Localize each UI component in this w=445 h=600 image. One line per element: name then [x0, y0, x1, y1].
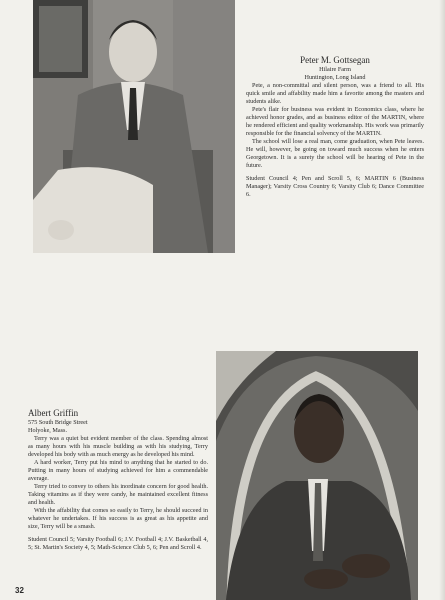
bio-paragraph: Terry was a quiet but evident member of the class. Spending almost as many hours with his muscle building as with his studying, Terry developed his body with as much energy as he developed his mind.	[28, 435, 208, 458]
student-bio-griffin	[28, 408, 208, 552]
student-address-line: Holyoke, Mass.	[28, 427, 68, 434]
student-name: Peter M. Gottsegan	[300, 55, 370, 65]
student-address-line: 575 South Bridge Street	[28, 419, 88, 426]
page-gutter-shadow	[439, 0, 445, 600]
bio-paragraph: With the affability that comes so easily to Terry, he should succeed in whatever he undertakes. If his success is as great as his appetite and size, Terry will be a smash.	[28, 507, 208, 530]
student-name: Albert Griffin	[28, 408, 79, 418]
page-number: 32	[15, 586, 24, 595]
student-address-line: Hilaire Farm	[319, 66, 351, 73]
bio-paragraph: A hard worker, Terry put his mind to anything that he started to do. Putting in many hours of studying achieved for him a commendable average.	[28, 459, 208, 482]
activities-list: Student Council 4; Pen and Scroll 5, 6; MARTIN 6 (Business Manager); Varsity Cross Country 6; Varsity Club 6; Dance Committee 6.	[246, 175, 424, 198]
portrait-illustration	[33, 0, 235, 253]
bio-paragraph: Pete, a non-committal and silent person, was a friend to all. His quick smile and affability made him a favorite among the masters and students alike.	[246, 82, 424, 105]
student-address-line: Huntington, Long Island	[304, 74, 366, 81]
student-photo-gottsegan	[33, 0, 235, 253]
activities-list: Student Council 5; Varsity Football 6; J.V. Football 4; J.V. Basketball 4, 5; St. Martin's Society 4, 5; Math-Science Club 5, 6; Pen and Scroll 4.	[28, 536, 208, 551]
bio-paragraph: The school will lose a real man, come graduation, when Pete leaves. He will, however, be going on toward much success when he enters Georgetown. It is a surety the school will be hearing of Pete in the future.	[246, 138, 424, 169]
bio-paragraph: Pete's flair for business was evident in Economics class, where he achieved honor grades, and as business editor of the MARTIN, where he rendered efficient and quality workmanship. His work was primarily responsible for the financial solvency of the MARTIN.	[246, 106, 424, 137]
bio-paragraph: Terry tried to convey to others his inordinate concern for good health. Taking vitamins as if they were candy, he maintained excellent fitness and health.	[28, 483, 208, 506]
student-photo-griffin	[216, 351, 418, 600]
student-bio-gottsegan	[246, 55, 424, 199]
portrait-illustration	[216, 351, 418, 600]
